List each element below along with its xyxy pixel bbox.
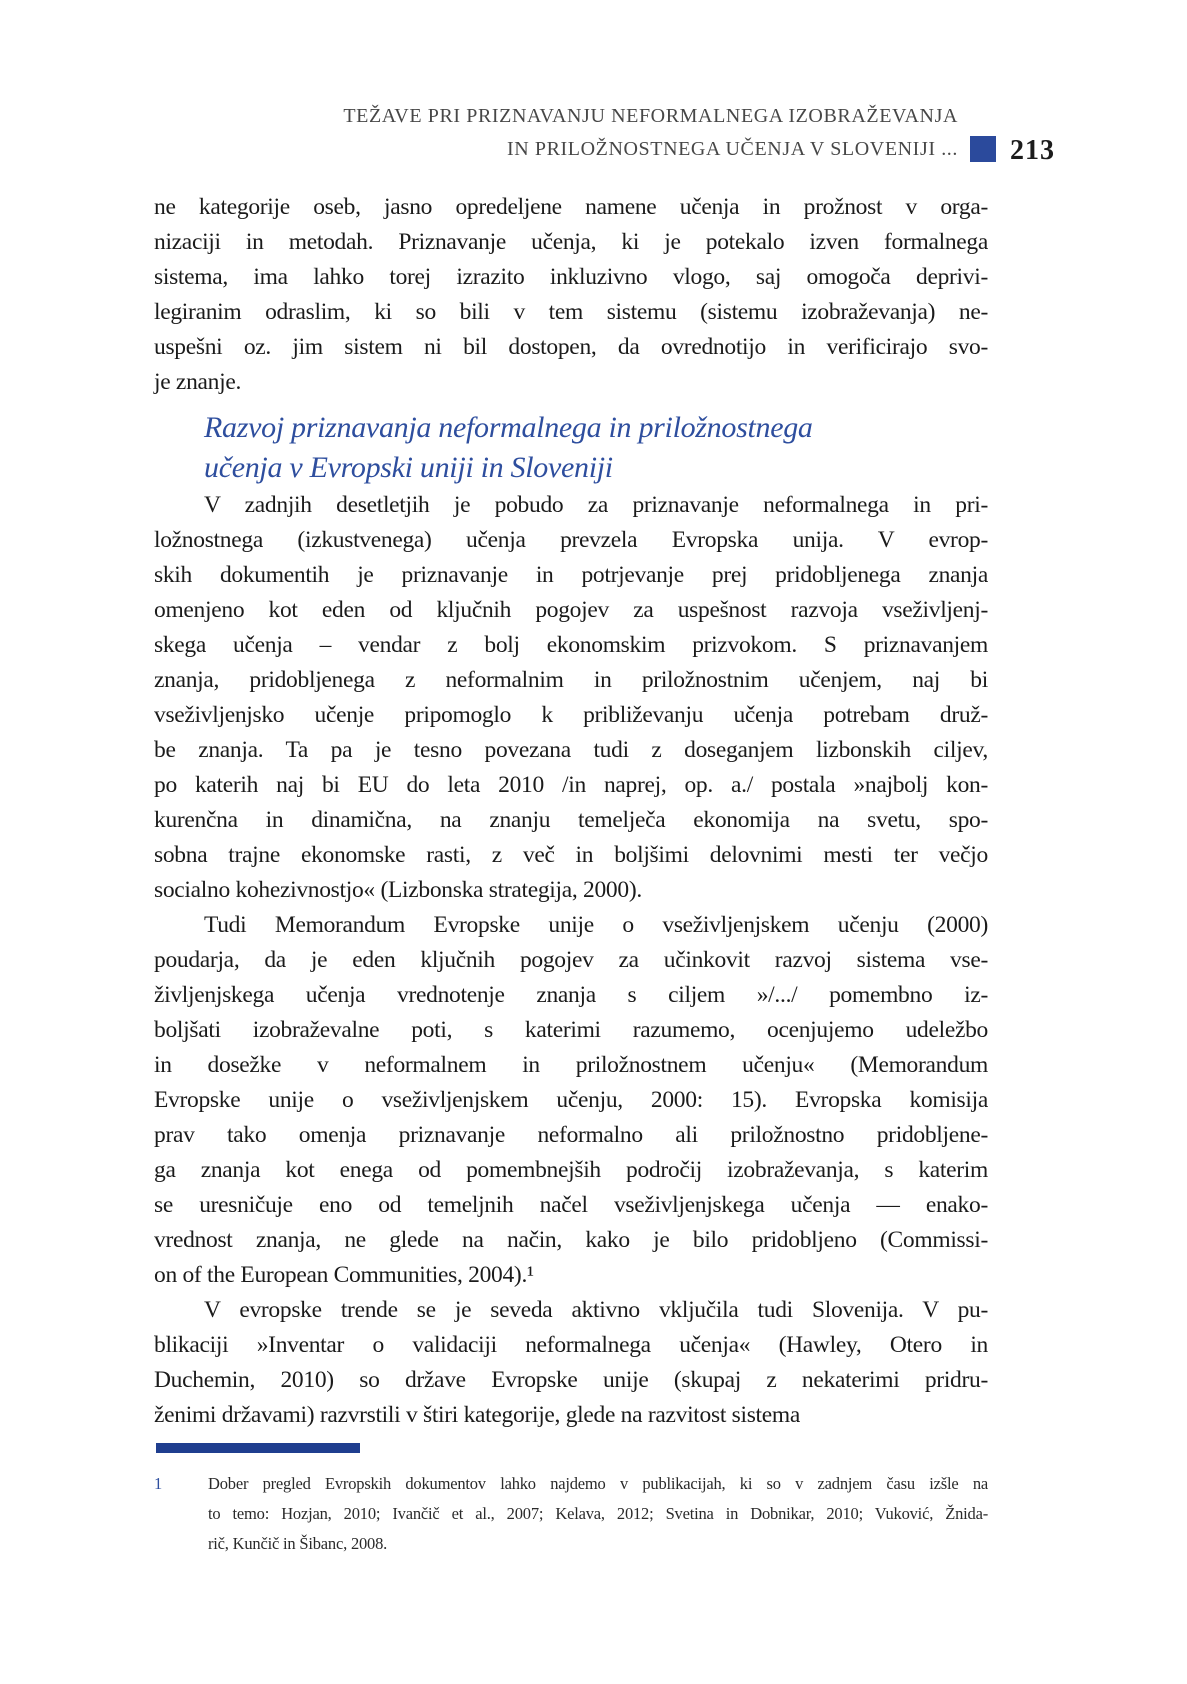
text-line: Dober pregled Evropskih dokumentov lahko najdemo v publikacijah, ki so v zadnjem času izšle na [208, 1474, 988, 1493]
text-line: socialno kohezivnostjo« (Lizbonska strategija, 2000). [154, 877, 642, 903]
text-line: Evropske unije o vseživljenjskem učenju, 2000: 15). Evropska komisija [154, 1087, 988, 1113]
text-line: nizaciji in metodah. Priznavanje učenja, ki je potekalo izven formalnega [154, 229, 988, 255]
text-line: ložnostnega (izkustvenega) učenja prevzela Evropska unija. V evrop- [154, 527, 988, 553]
text-line: on of the European Communities, 2004).¹ [154, 1262, 534, 1288]
text-line: se uresničuje eno od temeljnih načel vseživljenjskega učenja — enako- [154, 1192, 988, 1218]
text-line: legiranim odraslim, ki so bili v tem sistemu (sistemu izobraževanja) ne- [154, 299, 988, 325]
text-line: ga znanja kot enega od pomembnejših področij izobraževanja, s katerim [154, 1157, 988, 1183]
text-line: sobna trajne ekonomske rasti, z več in boljšimi delovnimi mesti ter večjo [154, 842, 988, 868]
text-line: skih dokumentih je priznavanje in potrjevanje prej pridobljenega znanja [154, 562, 988, 588]
text-line: rič, Kunčič in Šibanc, 2008. [208, 1534, 388, 1553]
paragraph-3 [154, 908, 988, 1293]
text-line: in dosežke v neformalnem in priložnostnem učenju« (Memorandum [154, 1052, 988, 1078]
footnote [154, 1469, 988, 1559]
text-line: vseživljenjsko učenje pripomoglo k približevanju učenja potrebam druž- [154, 702, 988, 728]
paragraph-4 [154, 1293, 988, 1433]
text-line: kurenčna in dinamična, na znanju temelječa ekonomija na svetu, spo- [154, 807, 988, 833]
accent-square-icon [970, 136, 996, 162]
text-line: vrednost znanja, ne glede na način, kako je bilo pridobljeno (Commissi- [154, 1227, 988, 1253]
text-line: uspešni oz. jim sistem ni bil dostopen, da ovrednotijo in verificirajo svo- [154, 334, 988, 360]
text-line: življenjskega učenja vrednotenje znanja s ciljem »/.../ pomembno iz- [154, 982, 988, 1008]
text-line: Tudi Memorandum Evropske unije o vseživljenjskem učenju (2000) [204, 912, 988, 938]
text-line: ne kategorije oseb, jasno opredeljene namene učenja in prožnost v orga- [154, 194, 988, 220]
text-line: to temo: Hozjan, 2010; Ivančič et al., 2007; Kelava, 2012; Svetina in Dobnikar, 2010; Vuković, Žnida- [208, 1504, 988, 1523]
text-line: omenjeno kot eden od ključnih pogojev za uspešnost razvoja vseživljenj- [154, 597, 988, 623]
paragraph-1 [154, 190, 988, 400]
footnote-text [208, 1469, 988, 1559]
text-line: sistema, ima lahko torej izrazito inkluzivno vlogo, saj omogoča deprivi- [154, 264, 988, 290]
running-header [154, 100, 1055, 166]
text-line: be znanja. Ta pa je tesno povezana tudi z doseganjem lizbonskih ciljev, [154, 737, 988, 763]
text-line: poudarja, da je eden ključnih pogojev za učinkovit razvoj sistema vse- [154, 947, 988, 973]
text-line: V evropske trende se je seveda aktivno vključila tudi Slovenija. V pu- [204, 1297, 988, 1323]
paragraph-2 [154, 488, 988, 908]
section-heading-line1: Razvoj priznavanja neformalnega in priložnostnega [204, 411, 813, 444]
running-title-line2: IN PRILOŽNOSTNEGA UČENJA V SLOVENIJI ... [506, 138, 958, 160]
page-number: 213 [1010, 135, 1055, 166]
text-line: blikaciji »Inventar o validaciji neformalnega učenja« (Hawley, Otero in [154, 1332, 988, 1358]
text-line: znanja, pridobljenega z neformalnim in priložnostnim učenjem, naj bi [154, 667, 988, 693]
text-line: je znanje. [154, 369, 242, 395]
footnote-separator [156, 1443, 360, 1453]
text-line: ženimi državami) razvrstili v štiri kategorije, glede na razvitost sistema [154, 1402, 801, 1428]
running-title-line1: TEŽAVE PRI PRIZNAVANJU NEFORMALNEGA IZOBRAŽEVANJA [343, 105, 958, 127]
footnote-number: 1 [154, 1474, 163, 1493]
text-line: po katerih naj bi EU do leta 2010 /in naprej, op. a./ postala »najbolj kon- [154, 772, 988, 798]
text-line: boljšati izobraževalne poti, s katerimi razumemo, ocenjujemo udeležbo [154, 1017, 988, 1043]
text-line: Duchemin, 2010) so države Evropske unije (skupaj z nekaterimi pridru- [154, 1367, 988, 1393]
running-title [343, 100, 958, 166]
section-heading [204, 408, 988, 488]
text-line: skega učenja – vendar z bolj ekonomskim prizvokom. S priznavanjem [154, 632, 988, 658]
section-heading-line2: učenja v Evropski uniji in Sloveniji [204, 451, 613, 484]
text-line: V zadnjih desetletjih je pobudo za priznavanje neformalnega in pri- [204, 492, 988, 518]
text-column [154, 190, 988, 1559]
text-line: prav tako omenja priznavanje neformalno ali priložnostno pridobljene- [154, 1122, 988, 1148]
